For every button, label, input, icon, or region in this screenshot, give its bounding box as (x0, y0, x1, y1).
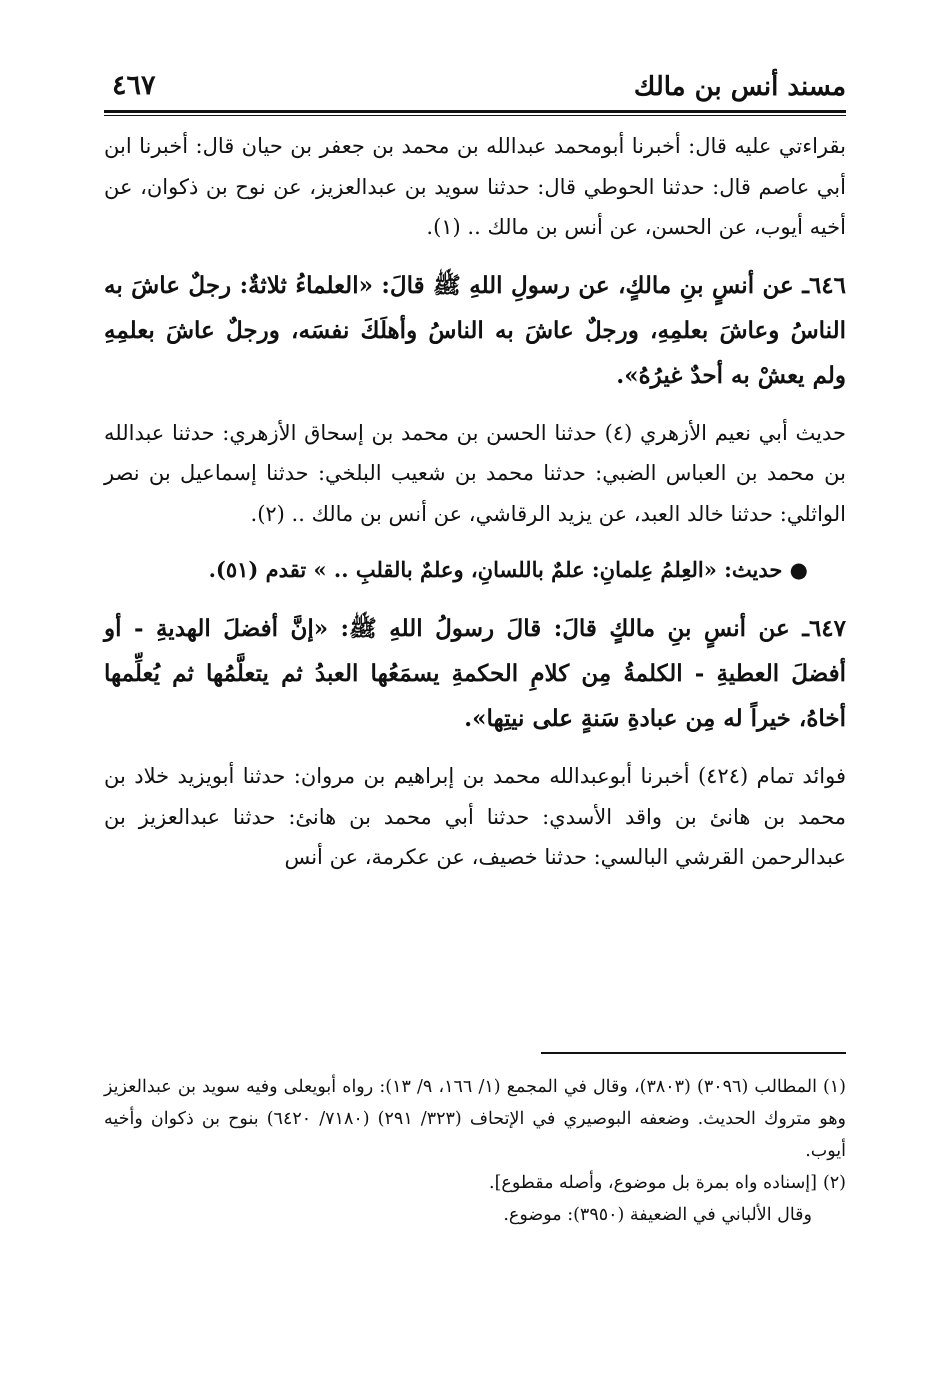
footnote-2-number: (٢) (822, 1173, 846, 1193)
cross-reference-bullet: ● حديث: «العِلمُ عِلمانِ: علمٌ باللسانِ، وعلمٌ بالقلبِ .. » تقدم (٥١). (208, 557, 808, 582)
page-number: ٤٦٧ (112, 70, 156, 101)
footnote-2-continuation: وقال الألباني في الضعيفة (٣٩٥٠): موضوع. (503, 1205, 812, 1225)
document-page (104, 0, 846, 1387)
page-header (104, 66, 846, 112)
header-rule (104, 110, 846, 113)
footnote-1-text: المطالب (٣٠٩٦) (٣٨٠٣)، وقال في المجمع (١/ ١٦٦، ٩/ ١٣): رواه أبويعلى وفيه سويد بن عبدالعزيز وهو متروك الحديث. وضعفه البوصيري في الإتحاف (٣٢٣/ ٢٩١) (٧١٨٠/ ٦٤٢٠) بنوح بن ذكوان وأخيه أيوب. (104, 1077, 847, 1161)
footnote-2-text: [إسناده واه بمرة بل موضوع، وأصله مقطوع]. (489, 1173, 817, 1193)
header-rule-thin (104, 115, 846, 116)
footnotes (104, 1071, 846, 1231)
footnote-1-number: (١) (822, 1077, 846, 1097)
hadith-647: ٦٤٧ـ عن أنسٍ بنِ مالكٍ قالَ: قالَ رسولُ اللهِ ﷺ: «إنَّ أفضلَ الهديةِ - أو أفضلَ العطيةِ - الكلمةُ مِن كلامِ الحكمةِ يسمَعُها العبدُ ثم يتعلَّمُها ثم يُعلِّمها أخاهُ، خيراً له مِن عبادةِ سَنةٍ على نيتِها». (104, 615, 846, 732)
paragraph-isnad-1: بقراءتي عليه قال: أخبرنا أبومحمد عبدالله بن محمد بن جعفر بن حيان قال: أخبرنا ابن أبي عاصم قال: حدثنا الحوطي قال: حدثنا سويد بن عبدالعزيز، عن نوح بن ذكوان، عن أخيه أيوب، عن الحسن، عن أنس بن مالك .. (١). (104, 134, 846, 239)
footnote-1 (104, 1071, 846, 1167)
running-title: مسند أنس بن مالك (633, 72, 846, 102)
paragraph-isnad-3: فوائد تمام (٤٢٤) أخبرنا أبوعبدالله محمد بن إبراهيم بن مروان: حدثنا أبويزيد خلاد بن محمد بن هانئ بن واقد الأسدي: حدثنا أبي محمد بن هانئ: حدثنا عبدالعزيز بن عبدالرحمن القرشي البالسي: حدثنا خصيف، عن عكرمة، عن أنس (104, 764, 846, 869)
paragraph-isnad-2: حديث أبي نعيم الأزهري (٤) حدثنا الحسن بن محمد بن إسحاق الأزهري: حدثنا عبدالله بن محمد بن العباس الضبي: حدثنا محمد بن شعيب البلخي: حدثنا إسماعيل بن نصر الواثلي: حدثنا خالد العبد، عن يزيد الرقاشي، عن أنس بن مالك .. (٢). (104, 420, 846, 526)
footnote-2 (104, 1167, 846, 1199)
hadith-646: ٦٤٦ـ عن أنسٍ بنِ مالكٍ، عن رسولِ اللهِ ﷺ قالَ: «العلماءُ ثلاثةٌ: رجلٌ عاشَ به الناسُ وعاشَ بعلمِهِ، ورجلٌ عاشَ به الناسُ وأهلَكَ نفسَه، ورجلٌ عاشَ بعلمِهِ ولم يعشْ به أحدٌ غيرُهُ». (104, 271, 846, 389)
main-text (104, 126, 846, 878)
footnote-separator (541, 1052, 846, 1054)
